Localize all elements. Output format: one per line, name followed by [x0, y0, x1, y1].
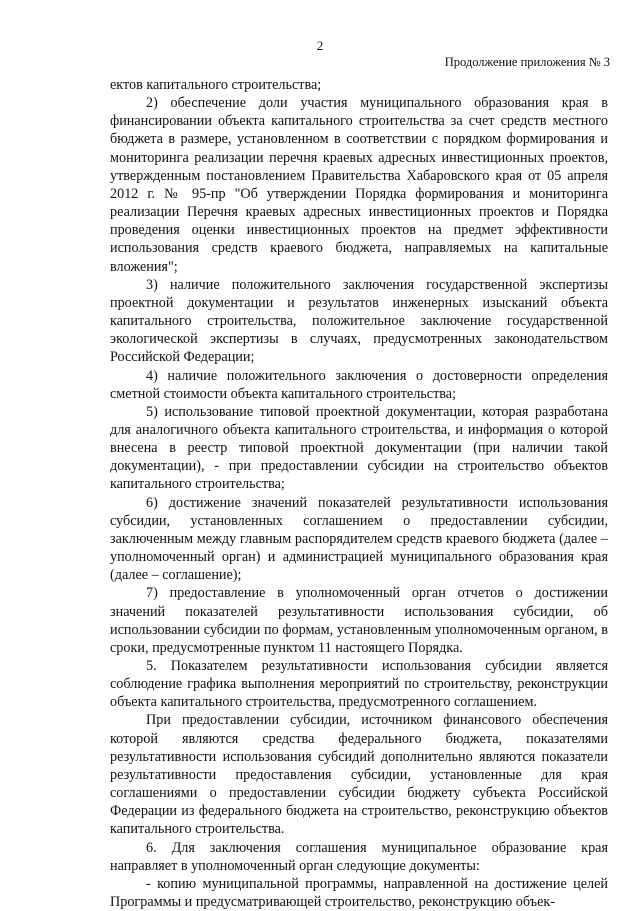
- paragraph-item-6: 6) достижение значений показателей результативности использования субсидии, установленных соглашением о предоставлении субсидии, заключенным между главным распорядителем средств краевого бюджета (далее – уполномоченный орган) и администрацией муниципального образования края (далее – соглашение);: [110, 494, 608, 584]
- paragraph-item-7: 7) предоставление в уполномоченный орган отчетов о достижении значений показателей результативности использования субсидии, об использовании субсидии по формам, установленным уполномоченным органом, в сроки, предусмотренные пунктом 11 настоящего Порядка.: [110, 585, 608, 656]
- document-body: [110, 76, 608, 911]
- paragraph-section-5: 5. Показателем результативности использования субсидии является соблюдение графика выполнения мероприятий по строительству, реконструкции объекта капитального строительства, предусмотренного соглашением.: [110, 658, 608, 711]
- paragraph-continuation: ектов капитального строительства;: [110, 77, 322, 93]
- paragraph-federal-funding: При предоставлении субсидии, источником финансового обеспечения которой являются средства федерального бюджета, показателями результативности использования субсидий дополнительно являются показатели результативности предоставления субсидии, установленные для края соглашениями о предоставлении субсидии бюджету субъекта Российской Федерации из федерального бюджета на строительство, реконструкцию объектов капитального строительства.: [110, 712, 608, 838]
- paragraph-item-5: 5) использование типовой проектной документации, которая разработана для аналогичного объекта капитального строительства, и информация о которой внесена в реестр типовой проектной документации (при наличии такой документации), - при предоставлении субсидии на строительство объектов капитального строительства;: [110, 403, 608, 493]
- page-number: 2: [316, 38, 324, 53]
- header-note: Продолжение приложения № 3: [444, 55, 610, 69]
- paragraph-item-4: 4) наличие положительного заключения о достоверности определения сметной стоимости объекта капитального строительства;: [110, 367, 608, 402]
- paragraph-list-item-program-copy: - копию муниципальной программы, направленной на достижение целей Программы и предусматривающей строительство, реконструкцию объек-: [110, 875, 608, 911]
- paragraph-item-3: 3) наличие положительного заключения государственной экспертизы проектной документации и результатов инженерных изысканий объекта капитального строительства, положительное заключение государственной экологической экспертизы в случаях, предусмотренных законодательством Российской Федерации;: [110, 276, 608, 366]
- paragraph-section-6: 6. Для заключения соглашения муниципальное образование края направляет в уполномоченный орган следующие документы:: [110, 839, 608, 874]
- paragraph-item-2: 2) обеспечение доли участия муниципального образования края в финансировании объекта капитального строительства за счет средств местного бюджета в размере, установленном в соответствии с порядком формирования и мониторинга реализации перечня краевых адресных инвестиционных проектов, утвержденным постановлением Правительства Хабаровского края от 05 апреля 2012 г. № 95-пр "Об утверждении Порядка формирования и мониторинга реализации Перечня краевых адресных инвестиционных проектов и Порядка проведения оценки инвестиционных проектов на предмет эффективности использования средств краевого бюджета, направляемых на капитальные вложения";: [110, 95, 608, 275]
